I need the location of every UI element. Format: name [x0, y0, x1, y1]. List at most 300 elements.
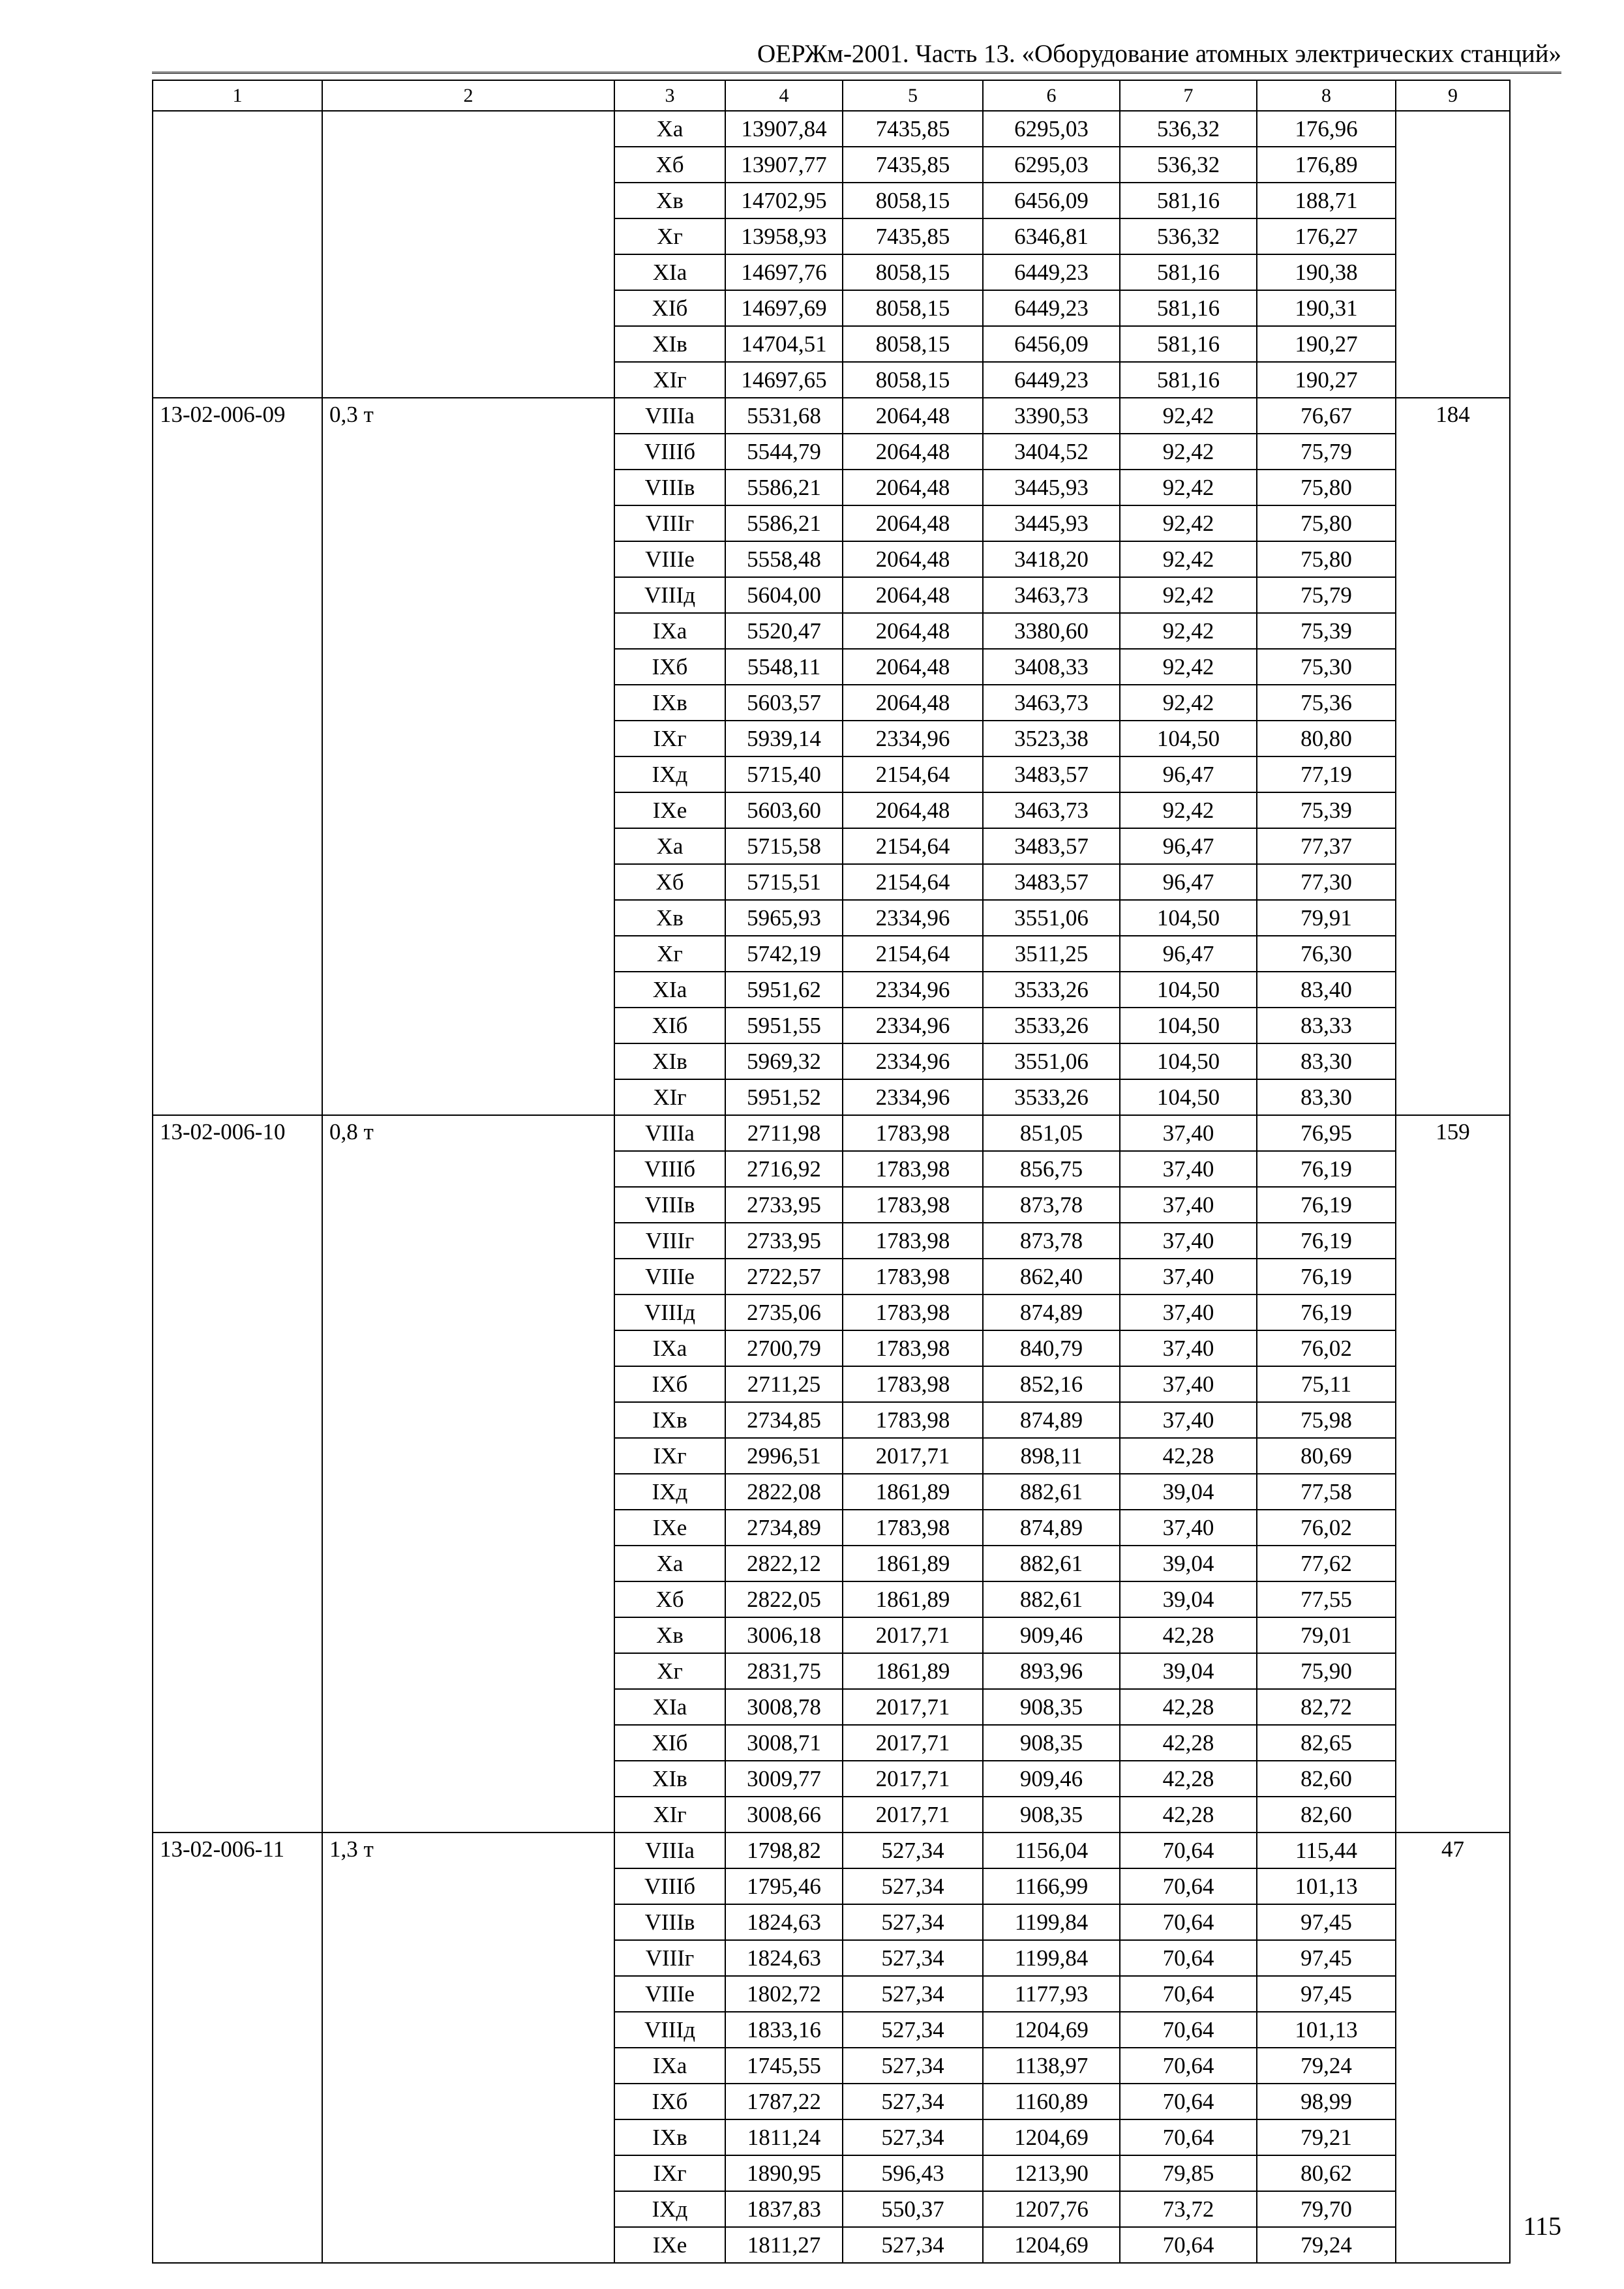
region-cell: IXa [614, 2048, 725, 2084]
value-cell: 1199,84 [983, 1940, 1120, 1976]
value-cell: 1861,89 [843, 1546, 983, 1581]
value-cell: 2822,12 [725, 1546, 843, 1581]
value-cell: 70,64 [1120, 1833, 1257, 1868]
value-cell: 92,42 [1120, 505, 1257, 541]
value-cell: 596,43 [843, 2155, 983, 2191]
value-cell: 874,89 [983, 1402, 1120, 1438]
value-cell: 1138,97 [983, 2048, 1120, 2084]
region-cell: IXв [614, 2119, 725, 2155]
value-cell: 1861,89 [843, 1474, 983, 1510]
value-cell: 75,90 [1257, 1653, 1396, 1689]
table-row [153, 398, 1510, 434]
region-cell: VIIIe [614, 1259, 725, 1294]
region-cell: IXд [614, 1474, 725, 1510]
value-cell: 5939,14 [725, 721, 843, 756]
value-cell: 5558,48 [725, 541, 843, 577]
value-cell: 527,34 [843, 2227, 983, 2263]
value-cell: 882,61 [983, 1581, 1120, 1617]
region-cell: XIб [614, 290, 725, 326]
value-cell: 527,34 [843, 1833, 983, 1868]
value-cell: 76,67 [1257, 398, 1396, 434]
value-cell: 14697,76 [725, 254, 843, 290]
region-cell: IXe [614, 2227, 725, 2263]
value-cell: 2064,48 [843, 577, 983, 613]
value-cell: 5742,19 [725, 936, 843, 972]
value-cell: 1783,98 [843, 1330, 983, 1366]
value-cell: 37,40 [1120, 1402, 1257, 1438]
value-cell: 2334,96 [843, 900, 983, 936]
value-cell: 1199,84 [983, 1904, 1120, 1940]
region-cell: VIIIб [614, 434, 725, 470]
region-cell: IXe [614, 1510, 725, 1546]
value-cell: 908,35 [983, 1689, 1120, 1725]
value-cell: 2734,89 [725, 1510, 843, 1546]
value-cell: 75,80 [1257, 470, 1396, 505]
region-cell: Xв [614, 183, 725, 218]
value-cell: 1795,46 [725, 1868, 843, 1904]
value-cell: 104,50 [1120, 900, 1257, 936]
page-number: 115 [1523, 2211, 1561, 2241]
value-cell: 882,61 [983, 1546, 1120, 1581]
value-cell: 92,42 [1120, 577, 1257, 613]
value-cell: 3463,73 [983, 792, 1120, 828]
value-cell: 1890,95 [725, 2155, 843, 2191]
value-cell: 92,42 [1120, 398, 1257, 434]
value-cell: 536,32 [1120, 111, 1257, 147]
value-cell: 79,21 [1257, 2119, 1396, 2155]
region-cell: Xa [614, 1546, 725, 1581]
value-cell: 2017,71 [843, 1438, 983, 1474]
value-cell: 2064,48 [843, 434, 983, 470]
column-number: 2 [322, 80, 614, 111]
value-cell: 1204,69 [983, 2119, 1120, 2155]
value-cell: 874,89 [983, 1510, 1120, 1546]
region-cell: XIв [614, 326, 725, 362]
value-cell: 42,28 [1120, 1761, 1257, 1797]
region-cell: XIб [614, 1725, 725, 1761]
value-cell: 2064,48 [843, 398, 983, 434]
value-cell: 856,75 [983, 1151, 1120, 1187]
value-cell: 75,30 [1257, 649, 1396, 685]
value-cell: 6449,23 [983, 290, 1120, 326]
value-cell: 190,38 [1257, 254, 1396, 290]
value-cell: 6295,03 [983, 147, 1120, 183]
region-cell: Xг [614, 218, 725, 254]
region-cell: IXг [614, 721, 725, 756]
value-cell: 2822,08 [725, 1474, 843, 1510]
value-cell: 39,04 [1120, 1581, 1257, 1617]
value-cell: 79,01 [1257, 1617, 1396, 1653]
value-cell: 581,16 [1120, 362, 1257, 398]
value-cell: 1837,83 [725, 2191, 843, 2227]
value-cell: 42,28 [1120, 1725, 1257, 1761]
value-cell: 527,34 [843, 2048, 983, 2084]
value-cell: 873,78 [983, 1223, 1120, 1259]
value-cell: 70,64 [1120, 2119, 1257, 2155]
value-cell: 5951,62 [725, 972, 843, 1008]
value-cell: 2733,95 [725, 1223, 843, 1259]
value-cell: 82,72 [1257, 1689, 1396, 1725]
value-cell: 77,37 [1257, 828, 1396, 864]
value-cell: 82,65 [1257, 1725, 1396, 1761]
value-cell: 5604,00 [725, 577, 843, 613]
value-cell: 3008,78 [725, 1689, 843, 1725]
col9-cell [1396, 111, 1510, 398]
value-cell: 2154,64 [843, 756, 983, 792]
value-cell: 1861,89 [843, 1581, 983, 1617]
region-cell: VIIIa [614, 1115, 725, 1151]
rates-table [152, 80, 1511, 2264]
value-cell: 92,42 [1120, 613, 1257, 649]
value-cell: 37,40 [1120, 1330, 1257, 1366]
value-cell: 2996,51 [725, 1438, 843, 1474]
value-cell: 908,35 [983, 1797, 1120, 1833]
region-cell: VIIIг [614, 1940, 725, 1976]
value-cell: 76,19 [1257, 1223, 1396, 1259]
value-cell: 2700,79 [725, 1330, 843, 1366]
value-cell: 37,40 [1120, 1259, 1257, 1294]
value-cell: 5520,47 [725, 613, 843, 649]
value-cell: 176,89 [1257, 147, 1396, 183]
value-cell: 6456,09 [983, 183, 1120, 218]
value-cell: 5548,11 [725, 649, 843, 685]
value-cell: 581,16 [1120, 290, 1257, 326]
value-cell: 37,40 [1120, 1187, 1257, 1223]
spec-cell: 0,3 т [322, 398, 614, 1115]
value-cell: 92,42 [1120, 470, 1257, 505]
value-cell: 2734,85 [725, 1402, 843, 1438]
region-cell: IXг [614, 2155, 725, 2191]
region-cell: VIIIa [614, 1833, 725, 1868]
value-cell: 190,31 [1257, 290, 1396, 326]
value-cell: 527,34 [843, 1868, 983, 1904]
value-cell: 5715,58 [725, 828, 843, 864]
rates-table-wrapper [152, 80, 1511, 2264]
value-cell: 3533,26 [983, 1079, 1120, 1115]
value-cell: 76,02 [1257, 1510, 1396, 1546]
value-cell: 76,02 [1257, 1330, 1396, 1366]
value-cell: 1177,93 [983, 1976, 1120, 2012]
value-cell: 96,47 [1120, 828, 1257, 864]
value-cell: 5531,68 [725, 398, 843, 434]
region-cell: XIг [614, 362, 725, 398]
value-cell: 190,27 [1257, 362, 1396, 398]
value-cell: 75,39 [1257, 792, 1396, 828]
value-cell: 862,40 [983, 1259, 1120, 1294]
value-cell: 3523,38 [983, 721, 1120, 756]
value-cell: 2017,71 [843, 1689, 983, 1725]
value-cell: 70,64 [1120, 2227, 1257, 2263]
value-cell: 70,64 [1120, 1868, 1257, 1904]
value-cell: 75,39 [1257, 613, 1396, 649]
value-cell: 176,96 [1257, 111, 1396, 147]
value-cell: 852,16 [983, 1366, 1120, 1402]
region-cell: IXб [614, 1366, 725, 1402]
region-cell: VIIIб [614, 1868, 725, 1904]
value-cell: 2334,96 [843, 1043, 983, 1079]
value-cell: 83,33 [1257, 1008, 1396, 1043]
value-cell: 2154,64 [843, 936, 983, 972]
region-cell: VIIIд [614, 2012, 725, 2048]
value-cell: 37,40 [1120, 1115, 1257, 1151]
region-cell: Xб [614, 864, 725, 900]
value-cell: 37,40 [1120, 1510, 1257, 1546]
value-cell: 75,36 [1257, 685, 1396, 721]
value-cell: 851,05 [983, 1115, 1120, 1151]
rate-code-cell: 13-02-006-10 [153, 1115, 322, 1833]
value-cell: 3551,06 [983, 900, 1120, 936]
value-cell: 2711,98 [725, 1115, 843, 1151]
value-cell: 92,42 [1120, 541, 1257, 577]
value-cell: 3390,53 [983, 398, 1120, 434]
value-cell: 13958,93 [725, 218, 843, 254]
region-cell: Xв [614, 1617, 725, 1653]
value-cell: 527,34 [843, 2012, 983, 2048]
running-header: ОЕРЖм-2001. Часть 13. «Оборудование атомных электрических станций» [152, 38, 1561, 74]
region-cell: XIг [614, 1797, 725, 1833]
column-number: 1 [153, 80, 322, 111]
value-cell: 5969,32 [725, 1043, 843, 1079]
value-cell: 101,13 [1257, 1868, 1396, 1904]
value-cell: 882,61 [983, 1474, 1120, 1510]
value-cell: 75,79 [1257, 577, 1396, 613]
value-cell: 1861,89 [843, 1653, 983, 1689]
value-cell: 3483,57 [983, 828, 1120, 864]
value-cell: 536,32 [1120, 218, 1257, 254]
value-cell: 7435,85 [843, 218, 983, 254]
value-cell: 2716,92 [725, 1151, 843, 1187]
value-cell: 42,28 [1120, 1797, 1257, 1833]
value-cell: 5715,51 [725, 864, 843, 900]
value-cell: 893,96 [983, 1653, 1120, 1689]
region-cell: IXв [614, 685, 725, 721]
value-cell: 42,28 [1120, 1617, 1257, 1653]
value-cell: 1811,27 [725, 2227, 843, 2263]
value-cell: 5965,93 [725, 900, 843, 936]
value-cell: 75,80 [1257, 541, 1396, 577]
value-cell: 14704,51 [725, 326, 843, 362]
region-cell: VIIIд [614, 1294, 725, 1330]
value-cell: 1824,63 [725, 1904, 843, 1940]
value-cell: 873,78 [983, 1187, 1120, 1223]
region-cell: IXд [614, 2191, 725, 2227]
col9-cell: 159 [1396, 1115, 1510, 1833]
value-cell: 176,27 [1257, 218, 1396, 254]
rate-code-cell: 13-02-006-11 [153, 1833, 322, 2263]
value-cell: 104,50 [1120, 1043, 1257, 1079]
region-cell: IXa [614, 1330, 725, 1366]
value-cell: 2064,48 [843, 792, 983, 828]
value-cell: 1783,98 [843, 1510, 983, 1546]
value-cell: 1783,98 [843, 1402, 983, 1438]
region-cell: Xa [614, 111, 725, 147]
value-cell: 14697,65 [725, 362, 843, 398]
value-cell: 82,60 [1257, 1761, 1396, 1797]
value-cell: 83,30 [1257, 1043, 1396, 1079]
col9-cell: 184 [1396, 398, 1510, 1115]
value-cell: 115,44 [1257, 1833, 1396, 1868]
value-cell: 77,58 [1257, 1474, 1396, 1510]
value-cell: 2154,64 [843, 828, 983, 864]
region-cell: XIa [614, 254, 725, 290]
value-cell: 3533,26 [983, 972, 1120, 1008]
column-number: 8 [1257, 80, 1396, 111]
value-cell: 1166,99 [983, 1868, 1120, 1904]
value-cell: 2017,71 [843, 1617, 983, 1653]
region-cell: VIIIв [614, 470, 725, 505]
value-cell: 77,55 [1257, 1581, 1396, 1617]
value-cell: 2064,48 [843, 470, 983, 505]
value-cell: 5544,79 [725, 434, 843, 470]
region-cell: IXв [614, 1402, 725, 1438]
value-cell: 3404,52 [983, 434, 1120, 470]
value-cell: 79,24 [1257, 2048, 1396, 2084]
value-cell: 42,28 [1120, 1689, 1257, 1725]
value-cell: 76,19 [1257, 1294, 1396, 1330]
value-cell: 8058,15 [843, 290, 983, 326]
value-cell: 527,34 [843, 1976, 983, 2012]
value-cell: 3551,06 [983, 1043, 1120, 1079]
value-cell: 2064,48 [843, 649, 983, 685]
value-cell: 5586,21 [725, 470, 843, 505]
value-cell: 898,11 [983, 1438, 1120, 1474]
region-cell: VIIIв [614, 1187, 725, 1223]
value-cell: 1783,98 [843, 1366, 983, 1402]
region-cell: IXб [614, 2084, 725, 2119]
value-cell: 77,30 [1257, 864, 1396, 900]
region-cell: VIIIa [614, 398, 725, 434]
value-cell: 1783,98 [843, 1223, 983, 1259]
value-cell: 3533,26 [983, 1008, 1120, 1043]
value-cell: 2017,71 [843, 1761, 983, 1797]
value-cell: 2334,96 [843, 1079, 983, 1115]
value-cell: 96,47 [1120, 936, 1257, 972]
column-number: 4 [725, 80, 843, 111]
value-cell: 37,40 [1120, 1151, 1257, 1187]
value-cell: 5951,52 [725, 1079, 843, 1115]
value-cell: 527,34 [843, 2119, 983, 2155]
value-cell: 908,35 [983, 1725, 1120, 1761]
value-cell: 101,13 [1257, 2012, 1396, 2048]
value-cell: 7435,85 [843, 147, 983, 183]
value-cell: 80,80 [1257, 721, 1396, 756]
column-number: 3 [614, 80, 725, 111]
value-cell: 2334,96 [843, 1008, 983, 1043]
value-cell: 83,40 [1257, 972, 1396, 1008]
value-cell: 77,62 [1257, 1546, 1396, 1581]
value-cell: 3463,73 [983, 577, 1120, 613]
value-cell: 874,89 [983, 1294, 1120, 1330]
value-cell: 3418,20 [983, 541, 1120, 577]
value-cell: 37,40 [1120, 1366, 1257, 1402]
value-cell: 5603,57 [725, 685, 843, 721]
value-cell: 80,69 [1257, 1438, 1396, 1474]
value-cell: 79,85 [1120, 2155, 1257, 2191]
value-cell: 2711,25 [725, 1366, 843, 1402]
value-cell: 6449,23 [983, 362, 1120, 398]
value-cell: 75,11 [1257, 1366, 1396, 1402]
value-cell: 3408,33 [983, 649, 1120, 685]
value-cell: 3511,25 [983, 936, 1120, 972]
spec-cell: 0,8 т [322, 1115, 614, 1833]
value-cell: 92,42 [1120, 649, 1257, 685]
value-cell: 1783,98 [843, 1294, 983, 1330]
value-cell: 581,16 [1120, 183, 1257, 218]
rate-code-cell [153, 111, 322, 398]
value-cell: 190,27 [1257, 326, 1396, 362]
region-cell: VIIIб [614, 1151, 725, 1187]
value-cell: 3008,71 [725, 1725, 843, 1761]
region-cell: Xг [614, 936, 725, 972]
value-cell: 39,04 [1120, 1474, 1257, 1510]
value-cell: 6456,09 [983, 326, 1120, 362]
value-cell: 76,19 [1257, 1259, 1396, 1294]
value-cell: 92,42 [1120, 434, 1257, 470]
value-cell: 581,16 [1120, 254, 1257, 290]
column-number: 7 [1120, 80, 1257, 111]
value-cell: 92,42 [1120, 685, 1257, 721]
value-cell: 39,04 [1120, 1653, 1257, 1689]
region-cell: XIa [614, 972, 725, 1008]
value-cell: 8058,15 [843, 254, 983, 290]
column-number: 5 [843, 80, 983, 111]
value-cell: 37,40 [1120, 1294, 1257, 1330]
region-cell: XIг [614, 1079, 725, 1115]
value-cell: 1783,98 [843, 1115, 983, 1151]
value-cell: 70,64 [1120, 2012, 1257, 2048]
value-cell: 73,72 [1120, 2191, 1257, 2227]
table-body [153, 80, 1510, 2263]
value-cell: 2017,71 [843, 1797, 983, 1833]
region-cell: VIIIг [614, 1223, 725, 1259]
region-cell: Xб [614, 1581, 725, 1617]
value-cell: 3009,77 [725, 1761, 843, 1797]
value-cell: 7435,85 [843, 111, 983, 147]
value-cell: 581,16 [1120, 326, 1257, 362]
value-cell: 5715,40 [725, 756, 843, 792]
value-cell: 2822,05 [725, 1581, 843, 1617]
value-cell: 104,50 [1120, 1008, 1257, 1043]
value-cell: 2831,75 [725, 1653, 843, 1689]
value-cell: 39,04 [1120, 1546, 1257, 1581]
value-cell: 188,71 [1257, 183, 1396, 218]
value-cell: 104,50 [1120, 1079, 1257, 1115]
region-cell: IXг [614, 1438, 725, 1474]
value-cell: 2722,57 [725, 1259, 843, 1294]
value-cell: 82,60 [1257, 1797, 1396, 1833]
value-cell: 527,34 [843, 1940, 983, 1976]
region-cell: Xг [614, 1653, 725, 1689]
value-cell: 1204,69 [983, 2012, 1120, 2048]
value-cell: 1204,69 [983, 2227, 1120, 2263]
value-cell: 1811,24 [725, 2119, 843, 2155]
value-cell: 3380,60 [983, 613, 1120, 649]
value-cell: 2334,96 [843, 721, 983, 756]
value-cell: 3483,57 [983, 756, 1120, 792]
value-cell: 80,62 [1257, 2155, 1396, 2191]
region-cell: Xa [614, 828, 725, 864]
value-cell: 527,34 [843, 2084, 983, 2119]
region-cell: Xв [614, 900, 725, 936]
region-cell: VIIIв [614, 1904, 725, 1940]
value-cell: 1213,90 [983, 2155, 1120, 2191]
value-cell: 3483,57 [983, 864, 1120, 900]
value-cell: 77,19 [1257, 756, 1396, 792]
value-cell: 2064,48 [843, 613, 983, 649]
value-cell: 1787,22 [725, 2084, 843, 2119]
region-cell: IXб [614, 649, 725, 685]
value-cell: 5951,55 [725, 1008, 843, 1043]
